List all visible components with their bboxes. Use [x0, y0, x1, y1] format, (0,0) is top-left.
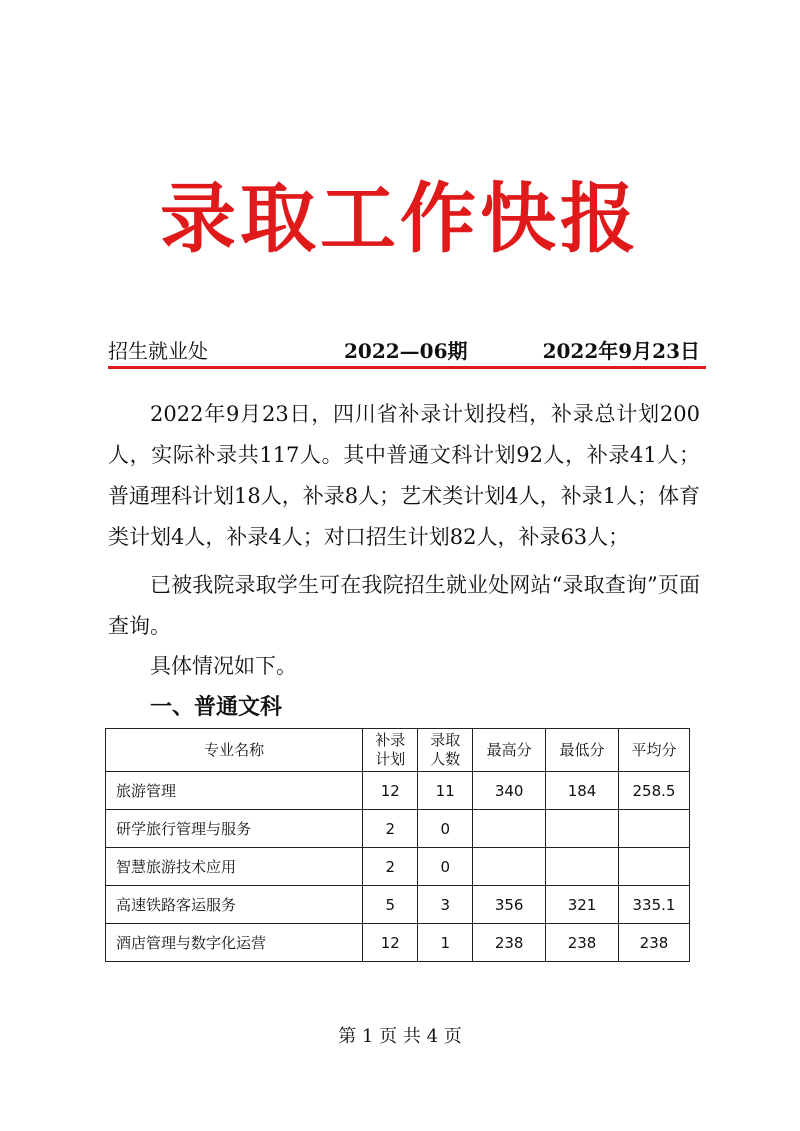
cell-plan: 12: [363, 924, 418, 962]
section-title: 一、普通文科: [150, 695, 283, 720]
cell-avg-score: [619, 810, 690, 848]
cell-plan: 5: [363, 886, 418, 924]
cell-plan: 12: [363, 772, 418, 810]
header-min-score: 最低分: [546, 729, 619, 772]
table-row: [106, 848, 690, 886]
cell-avg-score: 335.1: [619, 886, 690, 924]
cell-min-score: 184: [546, 772, 619, 810]
cell-major-name: 高速铁路客运服务: [106, 886, 363, 924]
cell-admitted: 1: [418, 924, 473, 962]
table-row: [106, 886, 690, 924]
page-footer: 第 1 页 共 4 页: [338, 1026, 462, 1047]
cell-max-score: [473, 810, 546, 848]
table-row: [106, 772, 690, 810]
cell-major-name: 研学旅行管理与服务: [106, 810, 363, 848]
cell-max-score: 238: [473, 924, 546, 962]
table-row: [106, 924, 690, 962]
cell-max-score: [473, 848, 546, 886]
cell-max-score: 340: [473, 772, 546, 810]
cell-avg-score: 258.5: [619, 772, 690, 810]
summary-paragraph: 2022年9月23日，四川省补录计划投档，补录总计划200人，实际补录共117人。其中普通文科计划92人，补录41人；普通理科计划18人，补录8人；艺术类计划4人，补录1人；体育类计划4人，补录4人；对口招生计划82人，补录63人；: [108, 402, 700, 549]
banner-title: 录取工作快报: [160, 174, 640, 263]
cell-major-name: 智慧旅游技术应用: [106, 848, 363, 886]
header-avg-score: 平均分: [619, 729, 690, 772]
table-header-row: [106, 729, 690, 772]
cell-min-score: [546, 810, 619, 848]
cell-admitted: 0: [418, 848, 473, 886]
cell-admitted: 11: [418, 772, 473, 810]
cell-admitted: 3: [418, 886, 473, 924]
issue-number: 2022—06期: [344, 339, 468, 363]
table-row: [106, 810, 690, 848]
issue-date: 2022年9月23日: [542, 339, 700, 363]
red-divider: [108, 366, 706, 369]
cell-min-score: 238: [546, 924, 619, 962]
header-max-score: 最高分: [473, 729, 546, 772]
cell-admitted: 0: [418, 810, 473, 848]
cell-min-score: [546, 848, 619, 886]
cell-major-name: 酒店管理与数字化运营: [106, 924, 363, 962]
cell-avg-score: 238: [619, 924, 690, 962]
department-label: 招生就业处: [108, 339, 208, 363]
header-admitted: 录取人数: [418, 729, 473, 772]
cell-min-score: 321: [546, 886, 619, 924]
query-notice-paragraph: 已被我院录取学生可在我院招生就业处网站“录取查询”页面查询。: [108, 573, 700, 638]
cell-plan: 2: [363, 848, 418, 886]
details-intro-paragraph: 具体情况如下。: [150, 654, 297, 678]
header-major-name: 专业名称: [106, 729, 363, 772]
cell-avg-score: [619, 848, 690, 886]
cell-max-score: 356: [473, 886, 546, 924]
header-plan: 补录计划: [363, 729, 418, 772]
admission-table: [105, 728, 690, 962]
cell-plan: 2: [363, 810, 418, 848]
header-meta-row: [108, 334, 704, 368]
cell-major-name: 旅游管理: [106, 772, 363, 810]
